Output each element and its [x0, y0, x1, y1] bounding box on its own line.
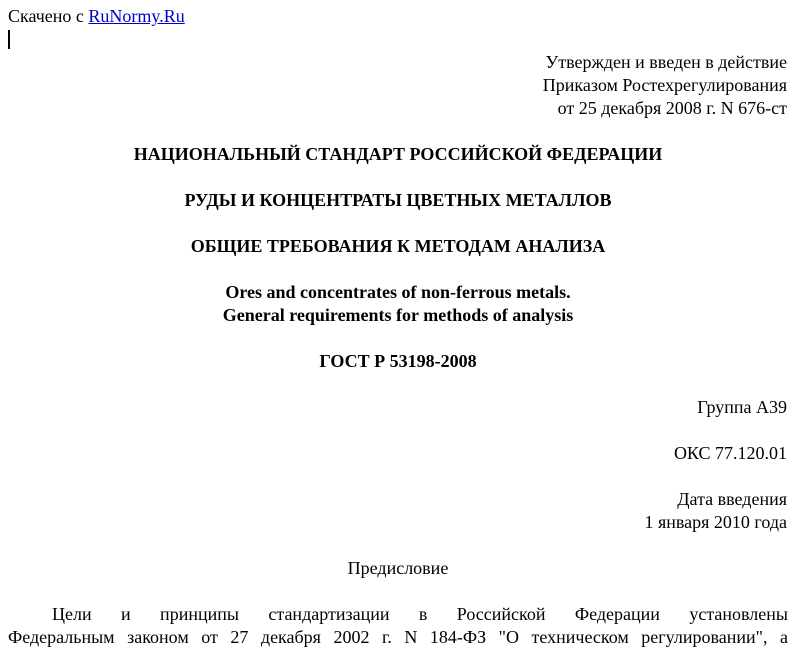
approval-line-3: от 25 декабря 2008 г. N 676-ст — [557, 98, 787, 118]
group-code: Группа А39 — [697, 397, 787, 417]
download-prefix: Скачено с — [8, 6, 84, 26]
approval-line-1: Утвержден и введен в действие — [545, 52, 787, 72]
document-title-ru: РУДЫ И КОНЦЕНТРАТЫ ЦВЕТНЫХ МЕТАЛЛОВ — [184, 190, 612, 210]
document-title-en-2: General requirements for methods of analysis — [222, 305, 574, 325]
preface-heading: Предисловие — [347, 558, 449, 578]
document-title-en-1: Ores and concentrates of non-ferrous metals. — [225, 282, 571, 302]
text-cursor — [8, 30, 10, 49]
preface-paragraph — [8, 603, 788, 649]
intro-date-label: Дата введения — [677, 489, 787, 509]
runormy-link[interactable]: RuNormy.Ru — [88, 6, 185, 26]
national-standard-heading: НАЦИОНАЛЬНЫЙ СТАНДАРТ РОССИЙСКОЙ ФЕДЕРАЦИИ — [133, 144, 663, 164]
approval-line-2: Приказом Ростехрегулирования — [542, 75, 787, 95]
intro-date-value: 1 января 2010 года — [644, 512, 787, 532]
document-subtitle-ru: ОБЩИЕ ТРЕБОВАНИЯ К МЕТОДАМ АНАЛИЗА — [190, 236, 606, 256]
oks-code: ОКС 77.120.01 — [673, 443, 787, 463]
download-source — [8, 5, 185, 27]
gost-number: ГОСТ Р 53198-2008 — [319, 351, 477, 371]
preface-line-1: Цели и принципы стандартизации в Российской Федерации установлены — [52, 604, 788, 624]
preface-line-2: Федеральным законом от 27 декабря 2002 г. N 184-ФЗ "О техническом регулировании", а — [8, 627, 788, 647]
